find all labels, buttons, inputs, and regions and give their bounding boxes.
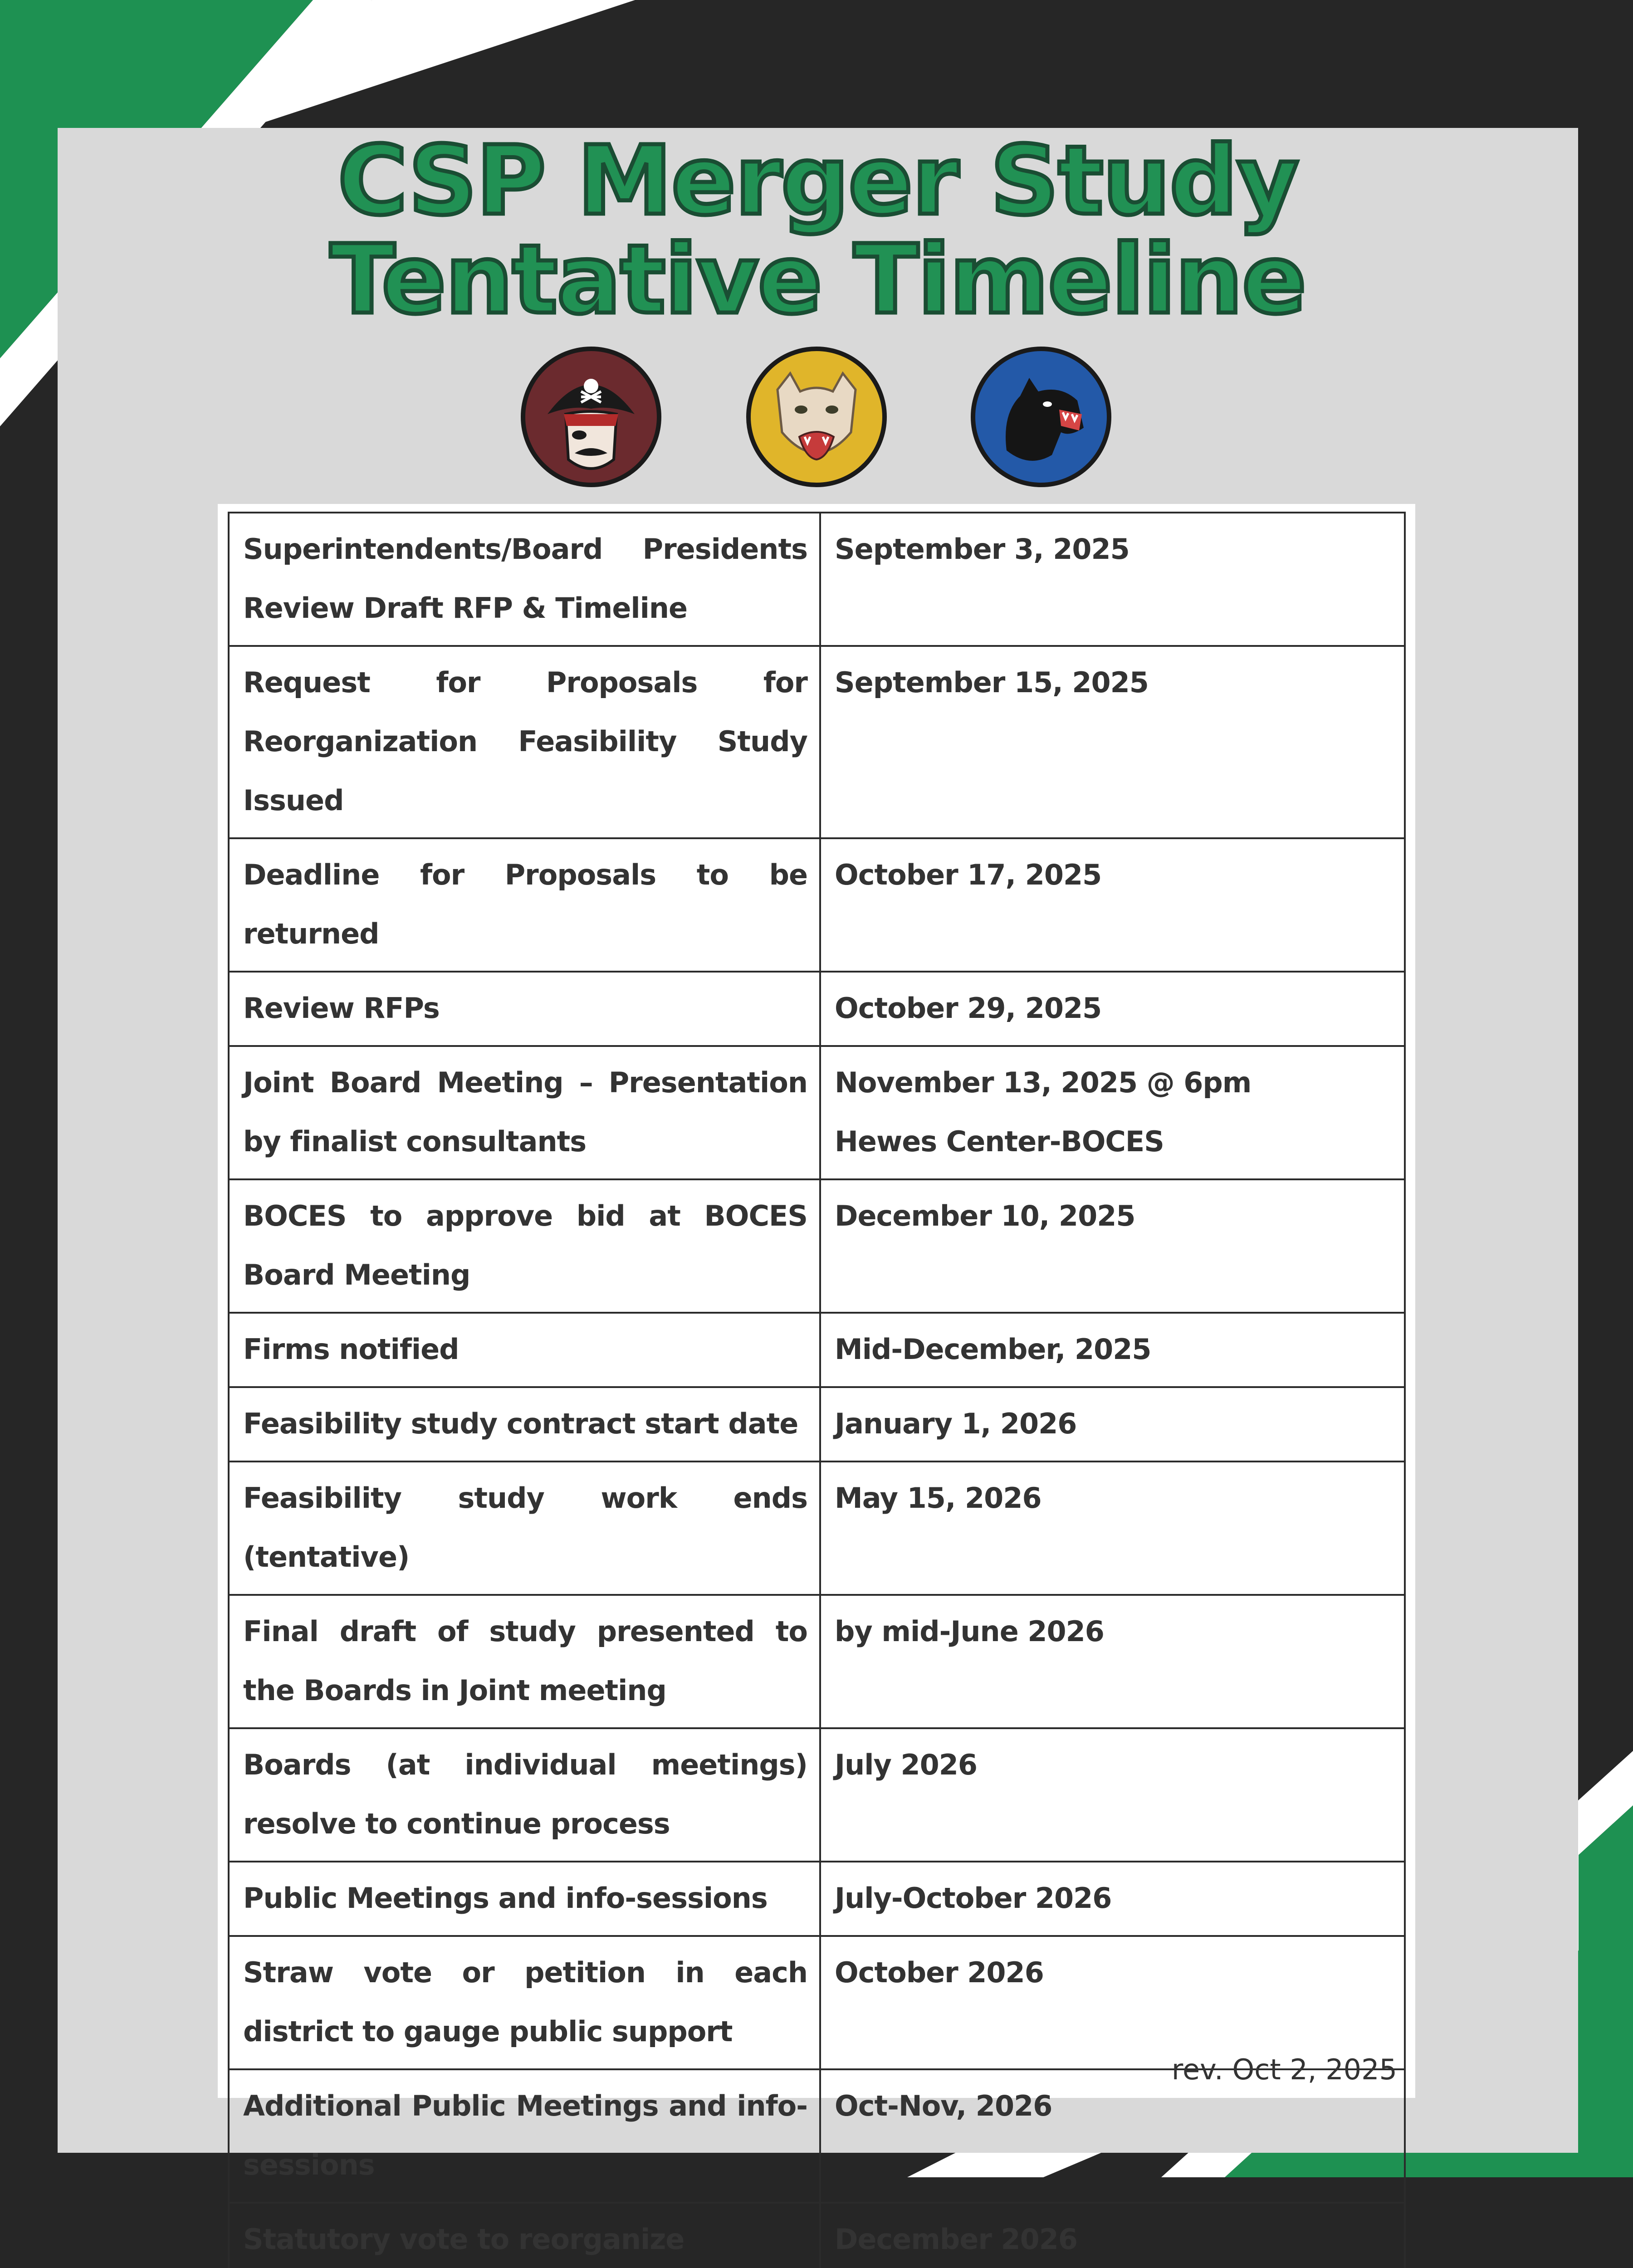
timeline-event: Public Meetings and info-sessions [229,1862,820,1936]
table-row [229,1046,1405,1179]
timeline-date [820,972,1405,1046]
timeline-event: Superintendents/Board Presidents Review Draft RFP & Timeline [229,513,820,646]
timeline-date [820,1313,1405,1387]
timeline-date-line: July-October 2026 [835,1882,1112,1915]
timeline-date [820,1461,1405,1595]
timeline-date [820,2069,1405,2203]
timeline-date-line: May 15, 2026 [835,1481,1041,1515]
timeline-date-line: October 17, 2025 [835,858,1102,891]
pirate-mascot-icon [520,346,662,488]
timeline-event: Feasibility study contract start date [229,1387,820,1461]
timeline-date-line: October 2026 [835,1956,1044,1989]
timeline-date [820,1728,1405,1862]
timeline-date [820,646,1405,838]
timeline-date-line: July 2026 [835,1748,978,1781]
timeline-event: Statutory vote to reorganize [229,2203,820,2268]
timeline-date [820,1046,1405,1179]
table-row [229,1313,1405,1387]
timeline-date-line: September 3, 2025 [835,533,1129,566]
timeline-date [820,1936,1405,2069]
wildcat-mascot-icon [746,346,887,488]
timeline-event: Request for Proposals for Reorganization Feasibility Study Issued [229,646,820,838]
timeline-date-line: December 10, 2025 [835,1199,1135,1232]
timeline-event: Deadline for Proposals to be returned [229,838,820,972]
timeline-event: Review RFPs [229,972,820,1046]
timeline-date-line: September 15, 2025 [835,666,1149,699]
revision-note: rev. Oct 2, 2025 [1171,2053,1397,2086]
timeline-date [820,1179,1405,1313]
timeline-date [820,2203,1405,2268]
timeline-event: Straw vote or petition in each district to gauge public support [229,1936,820,2069]
timeline-date-line: December 2026 [835,2223,1078,2256]
table-row [229,1179,1405,1313]
timeline-event: BOCES to approve bid at BOCES Board Meeting [229,1179,820,1313]
page-title [58,125,1578,335]
timeline-event: Joint Board Meeting – Presentation by finalist consultants [229,1046,820,1179]
timeline-date [820,1595,1405,1728]
timeline-event: Firms notified [229,1313,820,1387]
table-row [229,1461,1405,1595]
title-line-1: CSP Merger Study [337,125,1298,236]
panther-mascot-icon [970,346,1112,488]
timeline-date [820,1387,1405,1461]
table-row [229,1387,1405,1461]
table-row [229,2203,1405,2268]
table-row [229,1728,1405,1862]
timeline-date-line: October 29, 2025 [835,992,1102,1025]
table-row [229,1595,1405,1728]
table-row [229,1862,1405,1936]
table-row [229,2069,1405,2203]
timeline-date-line: Mid-December, 2025 [835,1333,1151,1366]
table-row [229,972,1405,1046]
timeline-date-line: November 13, 2025 @ 6pm [835,1066,1252,1099]
timeline-date-line: Oct-Nov, 2026 [835,2089,1052,2122]
timeline-event: Boards (at individual meetings) resolve to continue process [229,1728,820,1862]
timeline-table [228,512,1406,2268]
table-row [229,513,1405,646]
table-row [229,838,1405,972]
timeline-date [820,513,1405,646]
timeline-event: Additional Public Meetings and info-sessions [229,2069,820,2203]
timeline-date-line: Hewes Center-BOCES [835,1125,1164,1158]
table-row [229,646,1405,838]
timeline-date-line: by mid-June 2026 [835,1615,1104,1648]
table-row [229,1936,1405,2069]
timeline-event: Final draft of study presented to the Boards in Joint meeting [229,1595,820,1728]
timeline-date [820,838,1405,972]
timeline-date [820,1862,1405,1936]
title-line-2: Tentative Timeline [330,224,1306,335]
timeline-event: Feasibility study work ends (tentative) [229,1461,820,1595]
timeline-date-line: January 1, 2026 [835,1407,1077,1440]
